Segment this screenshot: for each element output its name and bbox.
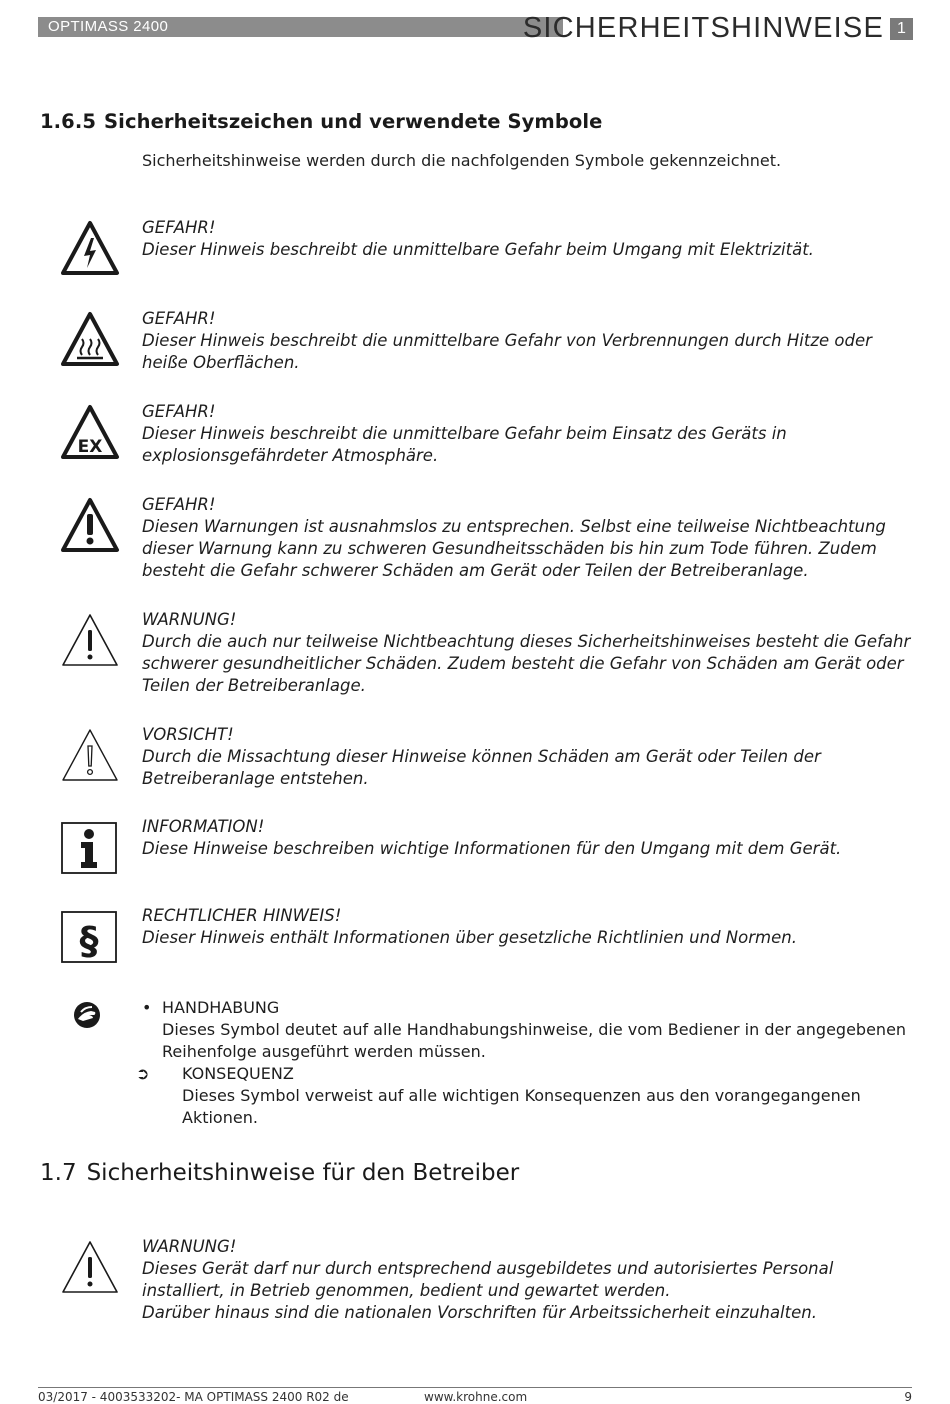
- warning-icon: [60, 1239, 120, 1295]
- section-heading-1-7: [40, 1160, 519, 1186]
- notice-operator-warning: [142, 1236, 912, 1324]
- footer-website: www.krohne.com: [424, 1390, 528, 1404]
- electric-hazard-icon: [60, 220, 120, 276]
- notice-text: Diese Hinweise beschreiben wichtige Informationen für den Umgang mit dem Gerät.: [142, 839, 842, 858]
- notice-caution: [142, 724, 912, 790]
- handling-icon: [72, 1000, 102, 1030]
- result-text: Dieses Symbol verweist auf alle wichtigen Konsequenzen aus den vorangegangenen Aktionen.: [182, 1086, 861, 1127]
- notice-legal: [142, 905, 912, 949]
- notice-warning: [142, 609, 912, 697]
- information-icon: [60, 821, 118, 875]
- handling-text: Dieses Symbol deutet auf alle Handhabungshinweise, die vom Bediener in der angegebenen Reihenfolge ausgeführt werden müssen.: [162, 1020, 907, 1061]
- legal-notice-icon: [60, 910, 118, 964]
- notice-title: VORSICHT!: [142, 725, 234, 744]
- footer-divider: [38, 1387, 912, 1388]
- handling-row: [142, 997, 912, 1019]
- footer-document-id: 03/2017 - 4003533202- MA OPTIMASS 2400 R02 de: [38, 1390, 349, 1404]
- notice-title: GEFAHR!: [142, 402, 216, 421]
- section-number: 1.7: [40, 1160, 77, 1186]
- notice-text: Diesen Warnungen ist ausnahmslos zu entsprechen. Selbst eine teilweise Nichtbeachtung dieser Warnung kann zu schweren Gesundheitsschäden bis hin zum Tode führen. Zudem besteht die Gefahr schwerer Schäden am Gerät oder Teilen der Betreiberanlage.: [142, 517, 886, 580]
- handling-block: [136, 997, 912, 1129]
- result-arrow-icon: ➲: [136, 1064, 150, 1083]
- svg-text:§: §: [79, 919, 99, 963]
- notice-text: Dieser Hinweis beschreibt die unmittelbare Gefahr beim Umgang mit Elektrizität.: [142, 240, 814, 259]
- notice-hot-surface: [142, 308, 912, 374]
- notice-text: Durch die auch nur teilweise Nichtbeachtung dieses Sicherheitshinweises besteht die Gefahr schwerer gesundheitlicher Schäden. Zudem besteht die Gefahr von Schäden am Gerät oder Teilen der Betreiberanlage.: [142, 632, 911, 695]
- warning-icon: [60, 612, 120, 668]
- notice-text: Dieser Hinweis enthält Informationen über gesetzliche Richtlinien und Normen.: [142, 928, 797, 947]
- section-title: Sicherheitszeichen und verwendete Symbole: [104, 110, 603, 133]
- notice-title: GEFAHR!: [142, 309, 216, 328]
- notice-explosion: [142, 401, 912, 467]
- notice-text: Dieser Hinweis beschreibt die unmittelbare Gefahr beim Einsatz des Geräts in explosionsgefährdeter Atmosphäre.: [142, 424, 787, 465]
- notice-danger: [142, 494, 912, 582]
- section-heading-1-6-5: [40, 110, 603, 133]
- caution-icon: [60, 727, 120, 783]
- footer-page-number: 9: [904, 1390, 912, 1404]
- section-title: Sicherheitshinweise für den Betreiber: [86, 1160, 520, 1186]
- section-intro: Sicherheitshinweise werden durch die nachfolgenden Symbole gekennzeichnet.: [142, 151, 782, 170]
- result-row: [136, 1063, 912, 1129]
- header-section-title: SICHERHEITSHINWEISE: [522, 12, 884, 44]
- notice-text: Durch die Missachtung dieser Hinweise können Schäden am Gerät oder Teilen der Betreiberanlage entstehen.: [142, 747, 821, 788]
- notice-title: INFORMATION!: [142, 817, 265, 836]
- handling-title: HANDHABUNG: [162, 998, 280, 1017]
- notice-title: RECHTLICHER HINWEIS!: [142, 906, 342, 925]
- notice-title: WARNUNG!: [142, 610, 237, 629]
- notice-title: GEFAHR!: [142, 218, 216, 237]
- hot-surface-icon: [60, 311, 120, 367]
- notice-text: Dieses Gerät darf nur durch entsprechend ausgebildetes und autorisiertes Personal installiert, in Betrieb genommen, bedient und gewartet werden.: [142, 1259, 834, 1300]
- notice-title: GEFAHR!: [142, 495, 216, 514]
- notice-information: [142, 816, 912, 860]
- header-product: OPTIMASS 2400: [48, 18, 169, 35]
- notice-text: Darüber hinaus sind die nationalen Vorschriften für Arbeitssicherheit einzuhalten.: [142, 1303, 817, 1322]
- danger-icon: [60, 497, 120, 553]
- notice-electricity: [142, 217, 912, 261]
- explosion-hazard-icon: [60, 404, 120, 460]
- notice-text: Dieser Hinweis beschreibt die unmittelbare Gefahr von Verbrennungen durch Hitze oder heiße Oberflächen.: [142, 331, 872, 372]
- result-title: KONSEQUENZ: [182, 1064, 294, 1083]
- section-number: 1.6.5: [40, 110, 97, 133]
- chapter-number: 1: [890, 18, 913, 40]
- bullet-icon: •: [142, 998, 152, 1017]
- notice-title: WARNUNG!: [142, 1237, 237, 1256]
- svg-text:EX: EX: [77, 437, 103, 457]
